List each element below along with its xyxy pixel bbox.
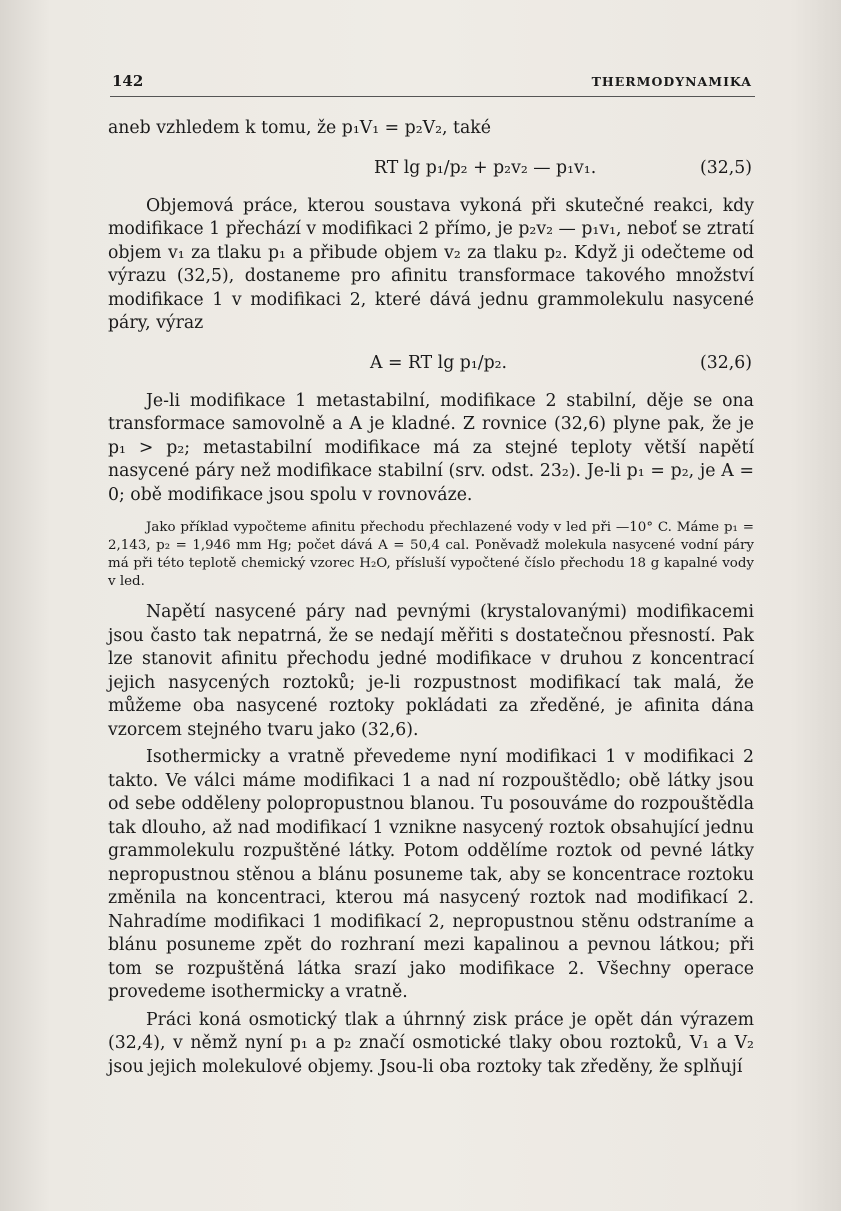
header-rule: [110, 96, 755, 97]
paragraph-volume-work: Objemová práce, kterou soustava vykoná při skutečné reakci, kdy modifikace 1 přechází v modifikaci 2 přímo, je p₂v₂ — p₁v₁, neboť se ztratí objem v₁ za tlaku p₁ a přibude objem v₂ za tlaku p₂. Když ji odečteme od výrazu (32,5), dostaneme pro afinitu transformace takového množství modifikace 1 v modifikaci 2, které dává jednu grammolekulu nasycené páry, výraz: [108, 195, 754, 333]
equation-32-5-tag: (32,5): [700, 157, 752, 178]
equation-32-6: [108, 340, 754, 388]
page-header: [112, 72, 752, 92]
paragraph-osmotic: Práci koná osmotický tlak a úhrnný zisk práce je opět dán výrazem (32,4), v němž nyní p₁ a p₂ značí osmotické tlaky obou roztoků, V₁ a V₂ jsou jejich molekulové objemy. Jsou-li oba roztoky tak zředěny, že splňují: [108, 1009, 754, 1077]
paragraph-intro: aneb vzhledem k tomu, že p₁V₁ = p₂V₂, také: [108, 118, 491, 138]
paragraph-metastable: Je-li modifikace 1 metastabilní, modifikace 2 stabilní, děje se ona transformace samovolně a A je kladné. Z rovnice (32,6) plyne pak, že je p₁ > p₂; metastabilní modifikace má za stejné teploty větší napětí nasycené páry než modifikace stabilní (srv. odst. 23₂). Je-li p₁ = p₂, je A = 0; obě modifikace jsou spolu v rovnováze.: [108, 390, 754, 505]
example-note: Jako příklad vypočteme afinitu přechodu přechlazené vody v led při —10° C. Máme p₁ = 2,143, p₂ = 1,946 mm Hg; počet dává A = 50,4 cal. Poněvadž molekula nasycené vodní páry má při této teplotě chemický vzorec H₂O, přísluší vypočtené číslo přechodu 18 g kapalné vody v led.: [108, 520, 754, 589]
page-body: [108, 117, 754, 1079]
page-number: 142: [112, 72, 144, 90]
running-title: THERMODYNAMIKA: [591, 74, 752, 89]
paragraph-vapor-pressure: Napětí nasycené páry nad pevnými (krystalovanými) modifikacemi jsou často tak nepatrná, že se nedají měřiti s dostatečnou přesností. Pak lze stanovit afinitu přechodu jedné modifikace v druhou z koncentrací jejich nasycených roztoků; je-li rozpustnost modifikací tak malá, že můžeme oba nasycené roztoky pokládati za zředěné, je afinita dána vzorcem stejného tvaru jako (32,6).: [108, 602, 754, 740]
equation-32-5: [108, 145, 754, 193]
paragraph-isothermal: Isothermicky a vratně převedeme nyní modifikaci 1 v modifikaci 2 takto. Ve válci máme modifikaci 1 a nad ní rozpouštědlo; obě látky jsou od sebe odděleny polopropustnou blanou. Tu posouváme do rozpouštědla tak dlouho, až nad modifikací 1 vznikne nasycený roztok obsahující jednu grammolekulu rozpuštěné látky. Potom oddělíme roztok od pevné látky nepropustnou stěnou a blánu posuneme tak, aby se koncentrace roztoku změnila na koncentraci, kterou má nasycený roztok nad modifikací 2. Nahradíme modifikaci 1 modifikací 2, nepropustnou stěnu odstraníme a blánu posuneme zpět do rozhraní mezi kapalinou a pevnou látkou; při tom se rozpuštěná látka srazí jako modifikace 2. Všechny operace provedeme isothermicky a vratně.: [108, 747, 754, 1002]
equation-32-6-expression: A = RT lg p₁/p₂.: [370, 352, 508, 373]
equation-32-6-tag: (32,6): [700, 352, 752, 373]
small-print-example: [108, 519, 754, 591]
equation-32-5-expression: RT lg p₁/p₂ + p₂v₂ — p₁v₁.: [374, 157, 597, 178]
